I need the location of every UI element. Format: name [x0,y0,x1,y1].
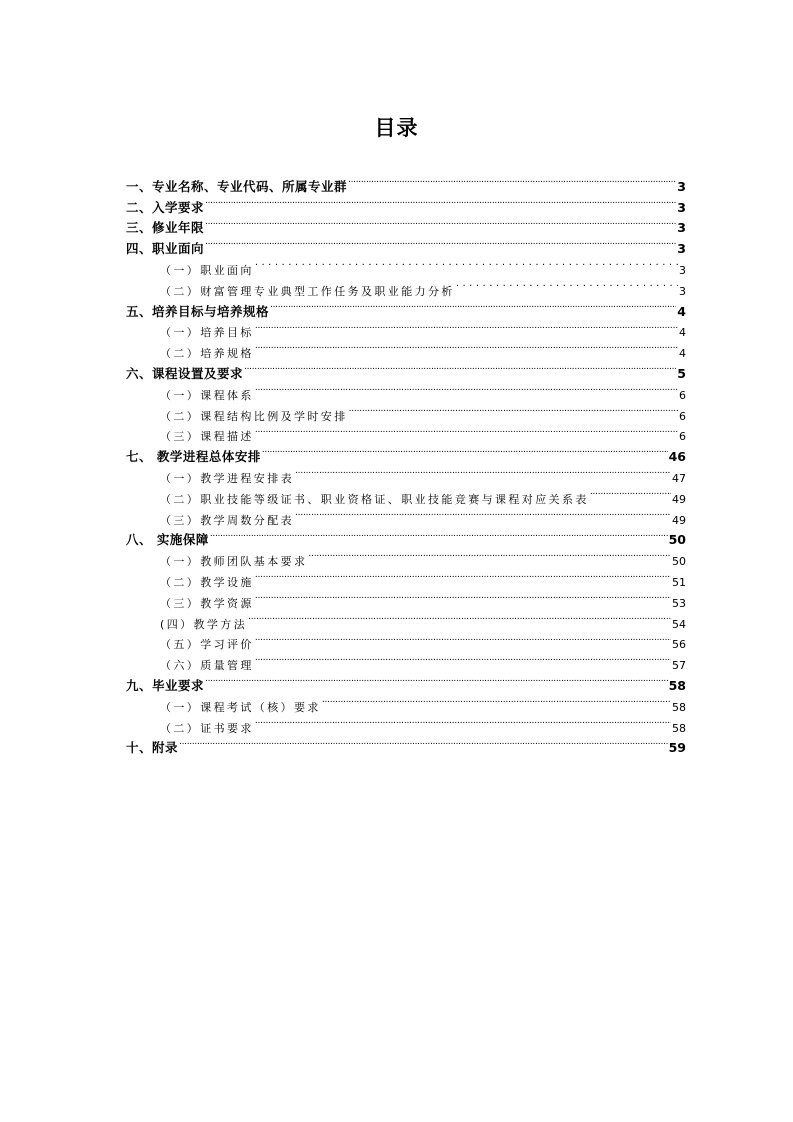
toc-entry-page: 5 [677,365,686,381]
toc-entry[interactable] [126,544,686,569]
toc-entry-label: （一）培养目标 [160,326,254,340]
toc-leader [255,565,671,586]
toc-entry-label: 十、附录 [126,740,179,756]
toc-entry-label: （二）教学设施 [160,575,254,589]
toc-entry-page: 56 [672,638,686,652]
toc-leader [270,295,676,316]
toc-leader [248,607,671,628]
toc-entry-page: 3 [679,284,686,298]
table-of-contents [126,170,686,756]
toc-entry-page: 59 [668,740,686,756]
toc-entry-page: 54 [672,617,686,631]
toc-entry-label: 一、专业名称、专业代码、所属专业群 [126,178,348,194]
toc-leader [349,399,678,420]
toc-entry-page: 57 [672,659,686,673]
toc-entry-page: 3 [679,263,686,277]
toc-entry-page: 51 [672,575,686,589]
toc-leader [255,378,678,399]
toc-entry[interactable] [126,232,686,257]
toc-entry-page: 6 [679,409,686,423]
toc-entry-page: 4 [679,347,686,361]
toc-entry-page: 47 [672,471,686,485]
toc-entry-page: 46 [668,449,686,465]
toc-entry[interactable] [126,212,686,236]
toc-leader [348,170,676,191]
toc-entry-label: 四、职业面向 [126,241,205,257]
toc-entry-page: 49 [672,513,686,527]
toc-leader [308,544,671,565]
toc-entry-label: （五）学习评价 [160,638,254,652]
toc-entry[interactable] [126,690,686,714]
toc-leader [255,420,678,441]
toc-leader [255,628,671,649]
toc-leader [205,232,676,253]
toc-entry-page: 3 [677,178,686,194]
toc-entry-label: （二）证书要求 [160,721,254,735]
toc-entry-label: （一）课程考试（核）要求 [160,700,321,714]
toc-leader [456,274,678,295]
toc-leader [255,316,678,337]
toc-entry-label: 五、培养目标与培养规格 [126,303,270,319]
toc-leader [255,648,671,669]
toc-entry[interactable] [126,170,686,194]
toc-entry[interactable] [126,732,686,756]
toc-entry-page: 6 [679,430,686,444]
toc-entry-label: （三）教学周数分配表 [160,513,294,527]
toc-entry-page: 58 [672,700,686,714]
toc-leader [205,212,676,233]
page-title: 目录 [374,116,419,140]
toc-leader [179,732,668,753]
toc-leader [255,711,671,732]
toc-entry-page: 3 [677,199,686,215]
toc-leader [262,440,668,461]
toc-entry-label: 七、 教学进程总体安排 [126,449,261,465]
toc-leader [255,336,678,357]
toc-entry-label: 九、毕业要求 [126,677,205,693]
toc-entry[interactable] [126,253,686,277]
toc-leader [205,191,676,212]
toc-entry-page: 3 [677,220,686,236]
toc-entry-page: 4 [679,326,686,340]
toc-entry-label: （一）职业面向 [160,263,254,277]
toc-leader [244,357,676,378]
toc-entry-label: （二）培养规格 [160,347,254,361]
toc-entry-label: （二）课程结构比例及学时安排 [160,409,348,423]
toc-leader [255,586,671,607]
toc-entry-label: 六、课程设置及要求 [126,365,244,381]
toc-leader [255,253,678,274]
toc-entry-label: 三、修业年限 [126,220,205,236]
toc-leader [295,503,671,524]
toc-entry-page: 49 [672,492,686,506]
toc-entry-page: 50 [668,532,686,548]
toc-entry[interactable] [126,669,686,693]
toc-entry-label: （一）课程体系 [160,388,254,402]
toc-entry-label: （二）财富管理专业典型工作任务及职业能力分析 [160,284,455,298]
toc-entry[interactable] [126,524,686,548]
toc-leader [322,690,671,711]
toc-entry-label: （一）教学进程安排表 [160,471,294,485]
toc-entry-page: 6 [679,388,686,402]
toc-leader [590,482,671,503]
toc-entry-page: 4 [677,303,686,319]
toc-entry-label: 八、 实施保障 [126,532,209,548]
toc-entry-label: （三）教学资源 [160,596,254,610]
toc-entry-label: （一）教师团队基本要求 [160,555,308,569]
toc-entry-label: （六）质量管理 [160,659,254,673]
toc-entry-page: 50 [672,555,686,569]
toc-entry-label: （三）课程描述 [160,430,254,444]
toc-entry-page: 58 [672,721,686,735]
toc-leader [210,524,668,545]
toc-entry[interactable] [126,191,686,215]
toc-entry-page: 3 [677,241,686,257]
toc-entry-page: 58 [668,677,686,693]
toc-leader [295,461,671,482]
toc-entry-page: 53 [672,596,686,610]
toc-entry-label: (四）教学方法 [160,617,248,631]
toc-leader [205,669,668,690]
toc-entry-label: 二、入学要求 [126,199,205,215]
toc-entry-label: （二）职业技能等级证书、职业资格证、职业技能竞赛与课程对应关系表 [160,492,589,506]
